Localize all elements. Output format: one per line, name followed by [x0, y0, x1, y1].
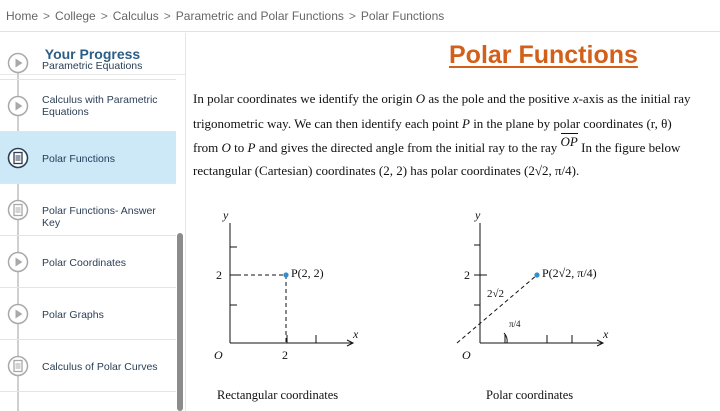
origin-label: O: [462, 348, 471, 362]
breadcrumb-separator: >: [100, 8, 108, 23]
rectangular-diagram: [214, 208, 359, 362]
breadcrumb: [0, 0, 720, 32]
point-label: P(2, 2): [291, 266, 324, 280]
angle-label: π/4: [509, 319, 521, 329]
lesson-item-polar-coordinates[interactable]: [0, 236, 176, 288]
play-icon: [7, 251, 29, 273]
breadcrumb-polar-functions: Polar Functions: [360, 8, 445, 23]
point-p: [283, 272, 288, 277]
lesson-item-polar-graphs[interactable]: [0, 288, 176, 340]
y-axis-label: y: [223, 208, 229, 222]
lesson-label: Parametric Equations: [42, 60, 143, 72]
breadcrumb-home[interactable]: Home: [6, 8, 39, 23]
y-tick-label: 2: [464, 268, 470, 282]
coordinate-figure: [187, 201, 720, 411]
lesson-label: Polar Coordinates: [42, 257, 127, 269]
breadcrumb-separator: >: [43, 8, 51, 23]
lesson-item-calculus-polar-curves[interactable]: [0, 340, 176, 392]
document-icon: [7, 199, 29, 221]
lesson-label: Polar Graphs: [42, 309, 104, 321]
play-icon: [7, 52, 29, 74]
lesson-label: Calculus with Parametric Equations: [42, 94, 158, 118]
x-axis-label: x: [603, 327, 609, 341]
document-icon: [7, 147, 29, 169]
paragraph-line: trigonometric way. We can then identify each point P in the plane by polar coordinates (r, θ): [193, 116, 672, 131]
y-axis-label: y: [475, 208, 481, 222]
sidebar-scrollbar[interactable]: [177, 233, 183, 411]
caption-rectangular: Rectangular coordinates: [217, 388, 339, 402]
lesson-item-parametric-equations[interactable]: [0, 56, 176, 80]
x-axis-label: x: [353, 327, 359, 341]
radius-line: [457, 275, 537, 343]
origin-label: O: [214, 348, 223, 362]
lesson-content: [187, 33, 720, 411]
paragraph-line: from O to P and gives the directed angle from the initial ray to the ray OP In the figure below: [193, 134, 681, 155]
paragraph-line: In polar coordinates we identify the origin O as the pole and the positive x-axis as the initial ray: [193, 91, 691, 106]
point-label: P(2√2, π/4): [542, 266, 597, 280]
page-title: Polar Functions: [449, 41, 638, 69]
lesson-item-polar-functions-answer-key[interactable]: [0, 184, 176, 236]
radius-label: 2√2: [487, 288, 505, 300]
point-p: [534, 272, 539, 277]
paragraph-line: rectangular (Cartesian) coordinates (2, 2) has polar coordinates (2√2, π/4).: [193, 163, 580, 178]
x-tick-label: 2: [282, 348, 288, 362]
y-tick-label: 2: [216, 268, 222, 282]
lesson-label: Calculus of Polar Curves: [42, 361, 158, 373]
breadcrumb-parametric-polar[interactable]: Parametric and Polar Functions: [175, 8, 344, 23]
angle-arc: [504, 333, 507, 343]
lesson-item-polar-functions[interactable]: [0, 132, 176, 184]
breadcrumb-college[interactable]: College: [55, 8, 96, 23]
play-icon: [7, 95, 29, 117]
document-icon: [7, 355, 29, 377]
breadcrumb-separator: >: [348, 8, 356, 23]
polar-diagram: [457, 208, 609, 362]
breadcrumb-separator: >: [163, 8, 171, 23]
sidebar-title: Your Progress: [0, 33, 185, 75]
lesson-item-calculus-parametric[interactable]: [0, 80, 176, 132]
caption-polar: Polar coordinates: [486, 388, 574, 402]
breadcrumb-calculus[interactable]: Calculus: [112, 8, 159, 23]
progress-sidebar: [0, 33, 186, 411]
lesson-label: Polar Functions: [42, 153, 115, 165]
lesson-label: Polar Functions- Answer Key: [42, 205, 156, 229]
play-icon: [7, 303, 29, 325]
